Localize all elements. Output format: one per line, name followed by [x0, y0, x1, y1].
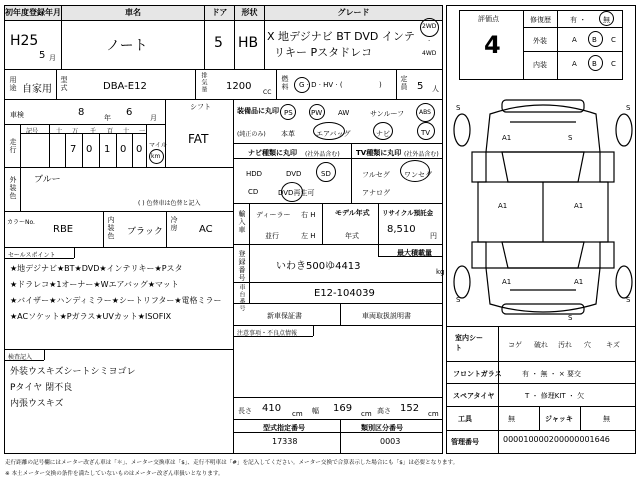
tv-oneseg: ワンセグ	[404, 171, 432, 179]
drive-dot: ·	[428, 37, 431, 45]
door-header: ドア	[205, 6, 234, 20]
divider	[276, 69, 277, 99]
month-unit: 月	[49, 54, 56, 62]
drive-2wd: 2WD	[422, 23, 437, 30]
km-label: km	[151, 153, 161, 160]
exterior-color-label: 外装色	[9, 176, 17, 200]
import-parallel: 並行	[265, 232, 279, 240]
divider	[249, 282, 250, 303]
capacity-unit: 人	[432, 85, 439, 93]
divider	[580, 406, 581, 430]
year-value: H25	[10, 33, 39, 49]
door-value: 5	[214, 35, 223, 51]
use-label: 用途	[9, 76, 17, 92]
recycle-value: 8,510	[387, 224, 416, 235]
interior-color-value: ブラック	[127, 227, 163, 237]
digit-label-mark: 記号	[26, 128, 39, 135]
divider	[446, 406, 636, 407]
color-no-label: カラーNo.	[7, 219, 35, 226]
grade-line1: X 地デジナビ BT DVD インテ	[267, 30, 415, 43]
type-no-value: 17338	[272, 437, 298, 446]
divider	[233, 158, 443, 159]
divider	[65, 133, 66, 167]
shift-label: シフト	[190, 103, 211, 111]
height-label: 高さ	[377, 407, 391, 415]
car-diagram	[450, 92, 636, 324]
warranty-new-label: 新車保証書	[267, 312, 302, 320]
divider	[20, 124, 21, 167]
spare-tire-options: T ・ 修理KIT ・ 欠	[525, 392, 585, 400]
equip-ps: PS	[284, 109, 293, 117]
interior-grade-b: B	[592, 60, 597, 68]
digit-label-100k: 十	[56, 128, 63, 135]
ac-value: AC	[199, 224, 213, 235]
mile-label: マイル	[149, 142, 167, 149]
tools-value: 無	[508, 415, 515, 423]
length-label: 長さ	[238, 407, 252, 415]
sales-point-line: ★バイザー★ハンディミラー★シートリフター★電格ミラー	[10, 296, 222, 305]
interior-grade-c: C	[611, 60, 616, 68]
sales-point-line: ★ACソケット★Pガラス★UVカット★ISOFIX	[10, 312, 172, 321]
divider	[446, 430, 636, 431]
navi-dvd: DVD	[286, 170, 302, 178]
length-unit: cm	[292, 410, 303, 418]
exterior-grade-c: C	[611, 36, 616, 44]
damage-mark: S	[626, 296, 631, 304]
divider	[166, 211, 167, 247]
divider	[264, 5, 265, 69]
interior-sheet-label: 室内シート	[455, 334, 483, 352]
class-no-label: 類別区分番号	[361, 424, 403, 432]
navi-cd: CD	[248, 188, 259, 196]
model-year-unit: 年式	[345, 232, 359, 240]
shape-header: 形状	[235, 6, 264, 20]
divider	[4, 247, 233, 248]
equip-navi: ナビ	[376, 130, 390, 138]
inspection-year: 8	[78, 107, 85, 118]
divider	[340, 419, 341, 454]
type-no-label: 型式指定番号	[263, 424, 305, 432]
sales-point-line: ★ドラレコ★1オーナー★Wエアバッグ★マット	[10, 280, 179, 289]
divider	[165, 99, 166, 167]
notes-label: 注意事項・不良点情報	[237, 330, 298, 337]
navi-dvd-play: DVD再生可	[278, 189, 315, 197]
length-value: 410	[262, 403, 282, 414]
divider	[233, 303, 443, 304]
divider	[523, 10, 524, 80]
divider	[233, 336, 313, 337]
divider	[378, 203, 379, 244]
digit-label-10k: 万	[72, 128, 79, 135]
model-year-label: モデル年式	[335, 209, 370, 217]
divider	[4, 69, 443, 70]
chassis-label: 車台番号	[238, 284, 245, 312]
divider	[204, 5, 205, 69]
divider	[557, 10, 558, 80]
divider	[49, 124, 50, 167]
shift-value: FAT	[188, 132, 209, 146]
mileage-digit: 0	[86, 144, 93, 155]
registration-label: 登録番号	[238, 250, 246, 282]
mileage-label: 走行	[9, 138, 17, 154]
front-glass-label: フロントガラス	[453, 370, 502, 378]
damage-mark: A1	[502, 134, 512, 142]
displacement-value: 1200	[226, 81, 252, 92]
spare-tire-label: スペアタイヤ	[453, 392, 495, 400]
digit-label-100: 百	[107, 128, 114, 135]
registration-value: いわき500ゆ4413	[276, 261, 361, 272]
width-unit: cm	[361, 410, 372, 418]
inspector-note-line: Pタイヤ 閉不良	[10, 383, 73, 393]
digit-label-10: 十	[123, 128, 130, 135]
class-no-value: 0003	[380, 437, 401, 446]
divider	[74, 247, 75, 258]
max-load-label: 最大積載量	[397, 249, 432, 257]
divider	[20, 167, 21, 211]
divider	[378, 244, 379, 256]
car-name-value: ノート	[106, 38, 148, 54]
divider	[340, 303, 341, 325]
sheet-option: キズ	[606, 341, 620, 349]
navi-type-sub: (社外品含む)	[305, 151, 340, 158]
import-left: 左 H	[301, 232, 316, 240]
divider	[99, 133, 100, 167]
mileage-digit: 7	[70, 144, 77, 155]
exterior-grade-a: A	[572, 36, 577, 44]
mileage-digit: 0	[120, 144, 127, 155]
exterior-grade-label: 外装	[533, 37, 547, 45]
ac-label: 冷房	[170, 216, 178, 232]
digit-label-1: 一	[139, 128, 146, 135]
divider	[116, 133, 117, 167]
divider	[233, 203, 443, 204]
divider	[322, 203, 323, 244]
tv-type-label: TV種類に丸印	[356, 149, 402, 157]
inspection-month: 6	[126, 107, 133, 118]
import-right: 右 H	[301, 211, 316, 219]
fuel-options: G · D · HV · (	[299, 81, 343, 89]
max-load-unit: kg	[436, 268, 445, 276]
sales-points-label: セールスポイント	[8, 252, 56, 259]
width-value: 169	[333, 403, 353, 414]
height-value: 152	[400, 403, 420, 414]
inspection-month-unit: 月	[150, 114, 157, 122]
mileage-digit: 0	[136, 144, 143, 155]
tv-analog: アナログ	[362, 189, 390, 197]
divider	[498, 326, 499, 454]
equip-abs: ABS	[419, 109, 431, 116]
divider	[233, 99, 234, 454]
divider	[146, 124, 147, 167]
fuel-close: )	[379, 81, 382, 89]
fuel-label: 燃料	[281, 75, 289, 91]
grade-header: グレード	[265, 6, 442, 20]
footer-line1: 走行距離の記号欄にはメーター改ざん車は「＊」、メーター交換車は「$」、走行不明車は「#」を記入してください。メーター交換で合算表示した場合にも「$」は必要となります。	[5, 460, 459, 466]
damage-mark: A1	[498, 202, 508, 210]
damage-mark: S	[456, 296, 461, 304]
jack-label: ジャッキ	[545, 415, 573, 423]
divider	[4, 167, 233, 168]
divider	[446, 326, 636, 327]
inspector-note-line: 内張ウスキズ	[10, 399, 64, 409]
grade-line2: リキー Pスタドレコ	[274, 46, 373, 59]
navi-sd: SD	[321, 170, 331, 178]
divider	[4, 258, 74, 259]
divider	[233, 244, 443, 245]
name-header: 車名	[62, 6, 204, 20]
repair-label: 修復歴	[530, 16, 551, 24]
color-no-value: RBE	[53, 224, 74, 235]
inspection-year-unit: 年	[104, 114, 111, 122]
equipment-label: 装備品に丸印	[237, 107, 279, 115]
divider	[82, 133, 83, 167]
divider	[233, 432, 443, 433]
divider	[446, 361, 636, 362]
divider	[249, 203, 250, 244]
interior-grade-a: A	[572, 60, 577, 68]
sheet-option: 破れ	[534, 341, 548, 349]
inspector-note-line: 外装ウスキズシートシミヨゴレ	[10, 367, 136, 377]
repair-options: 有 ・	[570, 16, 587, 24]
divider	[195, 69, 196, 99]
recycle-label: リサイクル預託金	[382, 209, 434, 217]
damage-mark: S	[568, 134, 573, 142]
divider	[233, 282, 443, 283]
navi-hdd: HDD	[246, 170, 263, 178]
warranty-manual-label: 車両取扱説明書	[362, 312, 411, 320]
navi-type-label: ナビ種類に丸印	[248, 149, 297, 157]
divider	[378, 256, 443, 257]
digit-label-1k: 千	[90, 128, 97, 135]
divider	[44, 349, 45, 360]
mileage-digit: 1	[104, 144, 111, 155]
evaluation-label: 評価点	[478, 15, 499, 23]
damage-mark: A1	[502, 278, 512, 286]
divider	[132, 133, 133, 167]
damage-mark: S	[568, 314, 573, 322]
divider	[56, 69, 57, 99]
capacity-value: 5	[417, 81, 424, 92]
divider	[233, 419, 443, 420]
divider	[4, 349, 233, 350]
divider	[233, 325, 443, 326]
divider	[351, 143, 352, 203]
divider	[249, 244, 250, 282]
exterior-grade-b: B	[592, 36, 597, 44]
damage-mark: A1	[574, 278, 584, 286]
inspection-label: 車検	[10, 111, 24, 119]
recycle-unit: 円	[430, 232, 437, 240]
exterior-color-note: ( ) 色替車は色替と記入	[138, 200, 201, 207]
divider	[4, 20, 443, 21]
divider	[313, 325, 314, 336]
damage-mark: A1	[574, 202, 584, 210]
divider	[539, 406, 540, 430]
car-outline-icon	[450, 92, 636, 324]
capacity-label: 定員	[400, 75, 408, 91]
interior-color-label: 内装色	[107, 216, 115, 240]
year-header: 初年度登録年月	[5, 6, 61, 20]
divider	[61, 5, 62, 69]
inspector-notes-label: 検査記入	[8, 354, 33, 361]
damage-mark: S	[456, 104, 461, 112]
equip-airbag: エアバッグ	[316, 130, 351, 138]
tools-label: 工具	[458, 415, 472, 423]
evaluation-score: 4	[484, 31, 501, 59]
footer-line2: ※ 本土メーター交換の条件を満たしていないものはメーター改ざん車扱いとなります。	[5, 471, 224, 477]
equip-aw: AW	[338, 109, 350, 117]
displacement-label: 排気量	[200, 72, 207, 93]
height-unit: cm	[428, 410, 439, 418]
width-label: 幅	[312, 407, 319, 415]
shape-value: HB	[238, 35, 259, 51]
jack-value: 無	[603, 415, 610, 423]
equipment-sub-label: (純正のみ)	[237, 131, 266, 138]
sales-point-line: ★地デジナビ★BT★DVD★インテリキー★Pスタ	[10, 264, 183, 273]
divider	[4, 211, 233, 212]
equip-pw: PW	[311, 109, 323, 117]
damage-mark: S	[626, 104, 631, 112]
divider	[396, 69, 397, 99]
divider	[4, 124, 165, 125]
divider	[523, 27, 623, 28]
chassis-value: E12-104039	[314, 288, 375, 299]
divider	[103, 211, 104, 247]
type-label: 型式	[60, 76, 68, 92]
sheet-option: 穴	[584, 341, 591, 349]
type-value: DBA-E12	[103, 81, 147, 92]
displacement-unit: CC	[263, 89, 272, 96]
interior-grade-label: 内装	[533, 61, 547, 69]
mgmt-label: 管理番号	[451, 438, 479, 446]
repair-selected: 無	[603, 16, 610, 24]
divider	[233, 397, 443, 398]
month-value: 5	[39, 50, 46, 61]
equip-sunroof: サンルーフ	[370, 110, 405, 118]
import-dealer: ディーラー	[256, 211, 291, 219]
divider	[4, 360, 44, 361]
equip-leather: 本革	[281, 130, 295, 138]
exterior-color-value: ブルー	[34, 175, 61, 185]
mgmt-value: 000010000200000001646	[503, 435, 610, 444]
front-glass-options: 有 ・ 無 ・ × 要交	[522, 370, 581, 378]
divider	[233, 143, 443, 144]
equip-tv: TV	[421, 129, 431, 137]
drive-4wd: 4WD	[422, 50, 437, 57]
use-value: 自家用	[22, 84, 52, 95]
divider	[4, 99, 443, 100]
sheet-option: コゲ	[508, 341, 522, 349]
divider	[446, 383, 636, 384]
import-label: 輸入車	[238, 210, 246, 234]
tv-type-sub: (社外品含む)	[404, 151, 439, 158]
sheet-option: 汚れ	[558, 341, 572, 349]
divider	[523, 51, 623, 52]
tv-fullseg: フルセグ	[362, 171, 390, 179]
divider	[234, 5, 235, 69]
